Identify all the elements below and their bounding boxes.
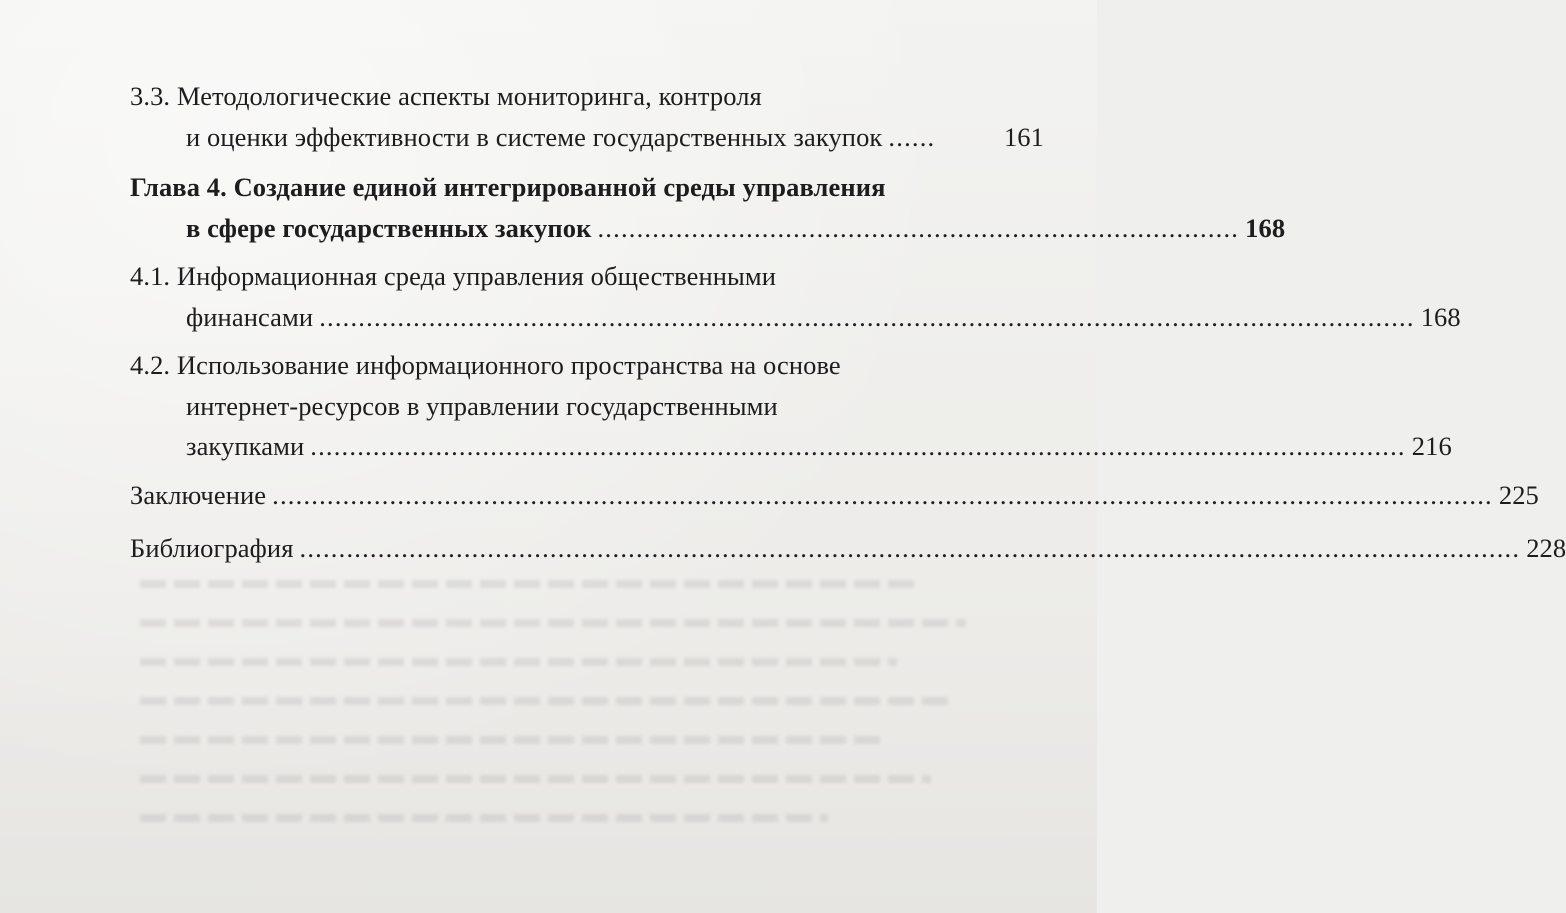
leader-dots: ...... [888, 122, 936, 152]
toc-entry-text: 4.1. Информационная среда управления общественными [130, 261, 777, 291]
toc-entry-4-2-line-3 [186, 430, 1452, 462]
leader-dots: ............................................................................................................................................................ [299, 533, 1521, 563]
page-number: 161 [1003, 122, 1044, 152]
toc-chapter-title: Глава 4. Создание единой интегрированной среды управления [130, 172, 886, 202]
toc-entry-4-2-line-2 [186, 390, 778, 422]
toc-entry-text: Заключение [130, 480, 267, 510]
page-number: 216 [1411, 431, 1452, 461]
toc-entry-text: финансами [186, 302, 314, 332]
toc-entry-3-3-line-1 [130, 80, 762, 112]
toc-entry-text: 4.2. Использование информационного пространства на основе [130, 350, 841, 380]
toc-entry-text: интернет-ресурсов в управлении государственными [186, 391, 778, 421]
toc-entry-text: закупками [186, 431, 305, 461]
toc-entry-4-1-line-1 [130, 260, 776, 292]
page-number: 228 [1526, 533, 1566, 563]
toc-entry-3-3-line-2 [186, 121, 1044, 153]
toc-entry-text: и оценки эффективности в системе государственных закупок [186, 122, 883, 152]
toc-entry-bibliography [130, 532, 1566, 564]
leader-dots: ............................................................................................................................................ [310, 431, 1406, 461]
page-number: 225 [1498, 480, 1539, 510]
page-number: 168 [1245, 213, 1286, 243]
toc-chapter-title: в сфере государственных закупок [186, 213, 592, 243]
toc-entry-conclusion [130, 479, 1539, 511]
toc-entry-text: Библиография [130, 533, 294, 563]
toc-chapter-4-line-1 [130, 171, 886, 203]
leader-dots: ............................................................................................................................................ [319, 302, 1415, 332]
toc-entry-text: 3.3. Методологические аспекты мониторинга, контроля [130, 81, 762, 111]
toc-chapter-4-line-2 [186, 212, 1286, 244]
toc-entry-4-2-line-1 [130, 349, 841, 381]
leader-dots: ............................................................................................................................................................ [272, 480, 1493, 510]
page-number: 168 [1420, 302, 1461, 332]
leader-dots: .................................................................................. [597, 213, 1240, 243]
toc-entry-4-1-line-2 [186, 301, 1461, 333]
